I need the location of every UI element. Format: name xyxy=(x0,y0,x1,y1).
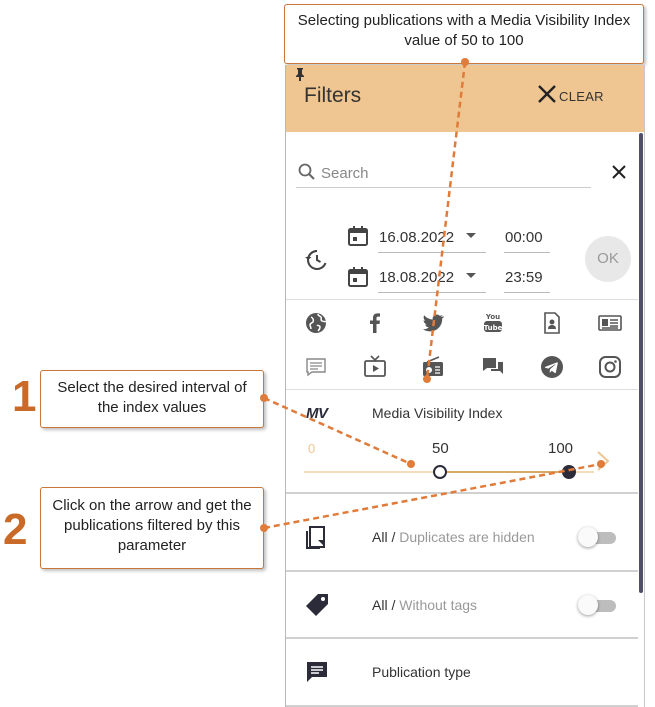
blog-icon[interactable] xyxy=(540,311,564,335)
divider xyxy=(286,492,638,494)
top-callout-text: Selecting publications with a Media Visibility Index value of 50 to 100 xyxy=(297,12,631,49)
forum-icon[interactable] xyxy=(304,355,328,379)
duplicates-toggle[interactable] xyxy=(578,526,618,548)
filters-header xyxy=(286,65,645,132)
mvi-label: Media Visibility Index xyxy=(372,405,503,421)
news-icon[interactable] xyxy=(598,311,622,335)
tags-toggle[interactable] xyxy=(578,594,618,616)
search-icon xyxy=(297,162,317,182)
telegram-icon[interactable] xyxy=(540,355,564,379)
svg-text:You: You xyxy=(485,313,501,321)
mvi-icon: MV xyxy=(306,405,328,422)
mvi-slider-high-handle[interactable] xyxy=(562,465,576,479)
to-date-underline xyxy=(378,292,486,293)
top-callout xyxy=(284,4,644,64)
facebook-icon[interactable] xyxy=(363,311,387,335)
chevron-right-icon[interactable] xyxy=(594,449,612,473)
mvi-low-value: 50 xyxy=(432,440,449,457)
filters-title: Filters xyxy=(304,84,362,107)
duplicates-main: All / xyxy=(372,529,400,545)
radio-icon[interactable] xyxy=(421,355,445,379)
from-time-field[interactable]: 00:00 xyxy=(505,229,543,246)
youtube-icon[interactable] xyxy=(481,310,505,334)
clear-button[interactable]: CLEAR xyxy=(559,89,604,104)
search-input[interactable] xyxy=(321,161,589,185)
twitter-icon[interactable] xyxy=(421,311,445,335)
duplicates-sub: Duplicates are hidden xyxy=(399,529,535,545)
divider xyxy=(286,299,638,300)
to-time-field[interactable]: 23:59 xyxy=(505,269,543,286)
duplicates-icon xyxy=(304,524,330,550)
step-1-number: 1 xyxy=(12,372,37,421)
chevron-down-icon[interactable] xyxy=(466,273,476,278)
mvi-slider-range xyxy=(440,471,568,473)
chevron-down-icon[interactable] xyxy=(466,233,476,238)
scrollbar[interactable] xyxy=(639,133,643,593)
globe-icon[interactable] xyxy=(304,311,328,335)
tags-label xyxy=(372,597,477,613)
calendar-icon[interactable] xyxy=(347,225,369,247)
mvi-slider-low-handle[interactable] xyxy=(433,465,447,479)
step-1-callout xyxy=(40,370,264,428)
publication-type-label[interactable]: Publication type xyxy=(372,664,471,680)
close-icon[interactable] xyxy=(609,162,629,182)
divider xyxy=(286,637,638,639)
tag-icon xyxy=(304,592,330,618)
to-time-underline xyxy=(504,292,550,293)
step-1-text: Select the desired interval of the index values xyxy=(57,379,247,416)
step-2-callout xyxy=(40,487,264,569)
divider xyxy=(286,570,638,572)
divider xyxy=(286,389,638,390)
filters-panel xyxy=(285,65,645,707)
instagram-icon[interactable] xyxy=(598,355,622,379)
calendar-icon[interactable] xyxy=(347,266,369,288)
tags-sub: Without tags xyxy=(399,597,478,613)
step-2-number: 2 xyxy=(3,505,28,554)
from-date-field[interactable]: 16.08.2022 xyxy=(379,229,455,246)
mvi-high-value: 100 xyxy=(548,440,574,457)
pin-icon[interactable] xyxy=(294,67,306,84)
from-time-underline xyxy=(504,252,550,253)
step-2-text: Click on the arrow and get the publications filtered by this parameter xyxy=(52,497,252,554)
mvi-min-label: 0 xyxy=(308,441,316,456)
to-date-field[interactable]: 18.08.2022 xyxy=(379,269,455,286)
svg-text:Tube: Tube xyxy=(483,324,503,332)
publication-type-icon xyxy=(304,659,330,685)
duplicates-label xyxy=(372,529,535,545)
clear-icon[interactable] xyxy=(536,83,558,105)
history-icon[interactable] xyxy=(304,248,328,272)
from-date-underline xyxy=(378,252,486,253)
chat-icon[interactable] xyxy=(481,355,505,379)
search-underline xyxy=(296,187,591,188)
tv-icon[interactable] xyxy=(363,355,387,379)
tags-main: All / xyxy=(372,597,400,613)
ok-button[interactable]: OK xyxy=(585,236,631,282)
